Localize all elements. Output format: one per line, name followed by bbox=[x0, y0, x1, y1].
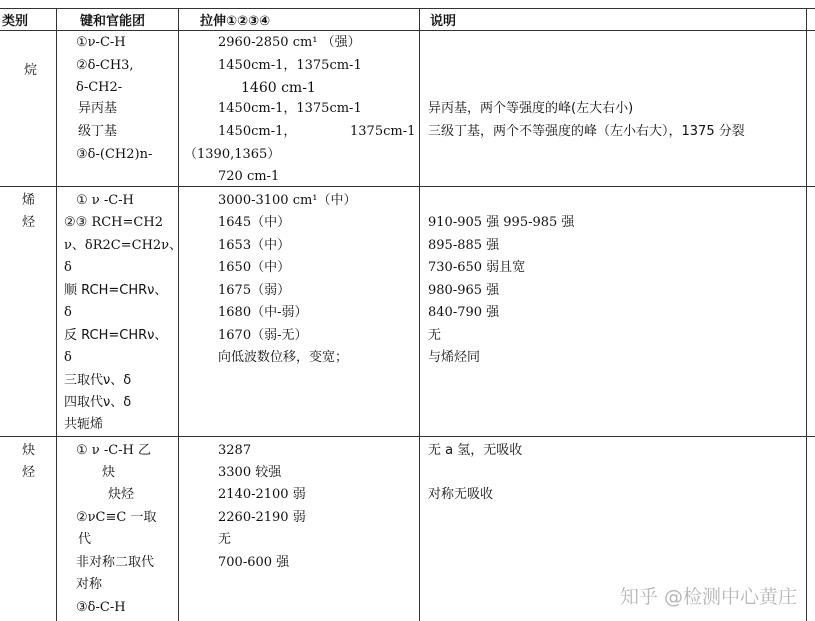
row-3-group-7: 对称 bbox=[76, 577, 103, 592]
row-2-stretch-2: 1645（中） bbox=[218, 215, 291, 230]
row-3-group-4: ②νC≡C 一取 bbox=[76, 510, 157, 525]
col-divider-3 bbox=[419, 8, 420, 621]
row-2-note-3: 730-650 弱且宽 bbox=[428, 260, 526, 275]
table-top-border bbox=[0, 8, 815, 9]
row-1-note-2: 三级丁基，两个不等强度的峰（左小右大），1375 分裂 bbox=[428, 124, 745, 139]
row-1-stretch-7: （1390,1365） bbox=[184, 147, 281, 162]
row-3-category: 炔烃 bbox=[22, 443, 36, 480]
row-2-group-8: δ bbox=[64, 350, 72, 365]
row-divider-2 bbox=[0, 436, 815, 437]
row-2-note-5: 840-790 强 bbox=[428, 305, 500, 320]
row-2-group-4: δ bbox=[64, 260, 72, 275]
row-2-group-10: 四取代ν、δ bbox=[64, 395, 132, 410]
row-1-stretch-8: 720 cm-1 bbox=[218, 169, 280, 184]
row-3-group-3: 炔烃 bbox=[108, 487, 135, 502]
row-1-stretch-2: 1450cm-1，1375cm-1 bbox=[218, 58, 362, 73]
row-2-note-4: 980-965 强 bbox=[428, 283, 500, 298]
col-divider-4 bbox=[806, 8, 807, 621]
row-1-stretch-3: 1460 cm-1 bbox=[241, 80, 316, 96]
row-2-group-3: ν、δR2C=CH2ν、 bbox=[64, 238, 183, 253]
watermark: 知乎 @检测中心黄庄 bbox=[619, 586, 797, 608]
row-1-stretch-6: 1375cm-1 bbox=[350, 124, 416, 139]
row-2-note-1: 910-905 强 995-985 强 bbox=[428, 215, 575, 230]
row-2-group-1: ① ν -C-H bbox=[76, 193, 134, 208]
row-2-note-6: 无 bbox=[428, 328, 442, 343]
row-2-stretch-5: 1675（弱） bbox=[218, 283, 291, 298]
row-3-group-6: 非对称二取代 bbox=[76, 555, 155, 570]
row-3-stretch-6: 700-600 强 bbox=[218, 555, 290, 570]
header-note: 说明 bbox=[430, 14, 457, 29]
row-1-group-2: ②δ-CH3, bbox=[76, 58, 134, 73]
row-3-group-1: ① ν -C-H 乙 bbox=[76, 443, 152, 458]
row-2-note-2: 895-885 强 bbox=[428, 238, 500, 253]
row-2-group-7: 反 RCH=CHRν、 bbox=[64, 328, 168, 343]
row-3-group-5: 代 bbox=[78, 532, 92, 547]
row-3-note-2: 对称无吸收 bbox=[428, 487, 494, 502]
row-1-category: 烷 bbox=[24, 63, 38, 78]
row-3-stretch-1: 3287 bbox=[218, 443, 252, 458]
row-2-group-2: ②③ RCH=CH2 bbox=[64, 215, 163, 230]
col-divider-2 bbox=[178, 8, 179, 621]
row-1-group-1: ①ν-C-H bbox=[76, 35, 126, 50]
row-2-stretch-1: 3000-3100 cm¹（中） bbox=[218, 193, 357, 208]
row-1-stretch-4: 1450cm-1，1375cm-1 bbox=[218, 101, 362, 116]
row-3-group-2: 炔 bbox=[102, 465, 116, 480]
row-3-stretch-2: 3300 较强 bbox=[218, 465, 282, 480]
row-divider-1 bbox=[0, 186, 815, 187]
row-2-category: 烯烃 bbox=[22, 193, 36, 230]
header-stretch: 拉伸①②③④ bbox=[200, 14, 271, 29]
row-2-group-5: 顺 RCH=CHRν、 bbox=[64, 283, 168, 298]
row-3-group-8: ③δ-C-H bbox=[76, 600, 126, 615]
row-2-note-7: 与烯烃同 bbox=[428, 350, 481, 365]
header-category: 类别 bbox=[2, 14, 29, 29]
row-3-stretch-3: 2140-2100 弱 bbox=[218, 487, 306, 502]
row-2-group-6: δ bbox=[64, 305, 72, 320]
row-1-group-6: ③δ-(CH2)n- bbox=[76, 147, 153, 162]
row-2-group-9: 三取代ν、δ bbox=[64, 373, 132, 388]
row-1-note-1: 异丙基，两个等强度的峰(左大右小) bbox=[428, 101, 634, 116]
row-1-group-5: 级丁基 bbox=[78, 124, 118, 139]
row-2-group-11: 共轭烯 bbox=[64, 417, 104, 432]
row-3-stretch-4: 2260-2190 弱 bbox=[218, 510, 306, 525]
row-2-stretch-6: 1680（中-弱） bbox=[218, 305, 308, 320]
row-1-group-3: δ-CH2- bbox=[76, 80, 123, 95]
row-2-stretch-8: 向低波数位移，变宽； bbox=[218, 350, 349, 365]
row-1-stretch-1: 2960-2850 cm¹ （强） bbox=[218, 35, 361, 50]
row-3-stretch-5: 无 bbox=[218, 532, 232, 547]
row-3-note-1: 无 a 氢，无吸收 bbox=[428, 443, 523, 458]
header-divider bbox=[0, 30, 815, 31]
row-1-stretch-5: 1450cm-1， bbox=[218, 124, 297, 139]
header-group: 键和官能团 bbox=[80, 14, 146, 29]
row-1-group-4: 异丙基 bbox=[78, 101, 118, 116]
col-divider-1 bbox=[56, 8, 57, 621]
row-2-stretch-4: 1650（中） bbox=[218, 260, 291, 275]
row-2-stretch-7: 1670（弱-无） bbox=[218, 328, 308, 343]
row-2-stretch-3: 1653（中） bbox=[218, 238, 291, 253]
